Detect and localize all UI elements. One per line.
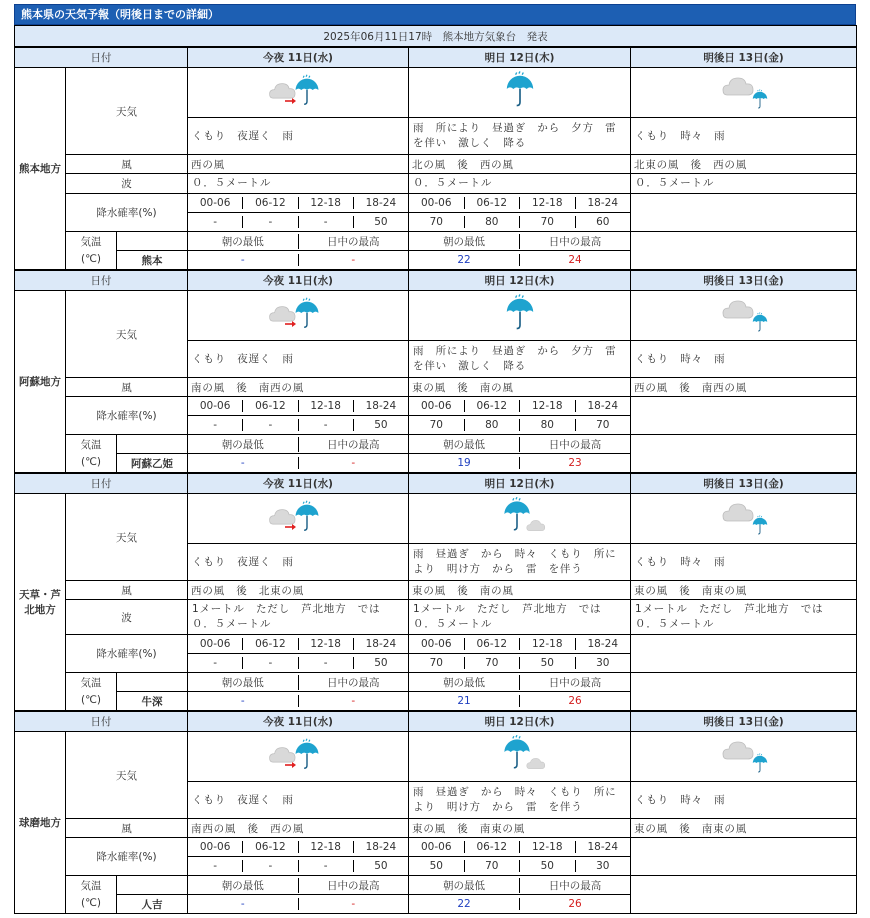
time-range: 00-06 [421,841,452,853]
cloudy-occasional-rain-icon [631,494,857,544]
temp-spacer [117,232,188,251]
tomorrow-min: 19 [457,457,471,469]
wind-text: 北の風 後 西の風 [409,155,631,174]
pop-value: 80 [519,419,575,431]
date-label: 日付 [15,712,188,732]
pop-value: 30 [575,860,631,872]
weather-text: 雨 所により 昼過ぎ から 夕方 雷を伴い 激しく 降る [409,118,631,155]
temp-header-row [409,878,630,893]
today-min: - [240,898,245,910]
wind-label: 風 [66,378,188,397]
time-range-row [409,841,630,853]
temp-label [66,673,117,711]
pop-value: 50 [429,860,443,872]
time-range-row [409,638,630,650]
wind-text: 北東の風 後 西の風 [631,155,857,174]
pop-value: - [298,657,353,669]
morning-min-label: 朝の最低 [221,438,264,451]
time-range: 06-12 [464,400,520,412]
today-min: - [240,457,245,469]
cloudy-then-rain-icon [188,494,409,544]
time-range: 18-24 [353,400,408,412]
date-header-row [15,271,857,291]
time-range: 12-18 [298,638,353,650]
pop-empty [631,838,857,876]
pop-value: 70 [464,860,520,872]
weather-text: くもり 時々 雨 [631,544,857,581]
pop-values [409,860,630,872]
pop-value: 70 [519,216,575,228]
pop-value: - [242,657,297,669]
tomorrow-max: 26 [519,898,630,910]
date-label: 日付 [15,48,188,68]
time-range: 18-24 [575,400,631,412]
pop-value: - [242,860,297,872]
forecast-table [14,25,857,47]
time-range: 00-06 [199,638,231,650]
pop-value: 70 [429,657,443,669]
time-range: 06-12 [464,638,520,650]
day-max-label: 日中の最高 [298,878,409,893]
region-name [15,68,66,270]
temp-header-row [188,878,408,893]
pop-value: - [213,657,218,669]
today-max: - [298,898,409,910]
pop-value: - [213,419,218,431]
weather-text: くもり 夜遅く 雨 [188,782,409,819]
day-header: 明後日 13日(金) [631,48,857,68]
region-name-line1: 天草・芦 [19,589,61,601]
temp-label-1: 気温 [80,879,102,892]
time-range: 00-06 [199,400,231,412]
pop-values [188,657,408,669]
time-range: 00-06 [421,638,452,650]
time-range-row [188,638,408,650]
time-range: 12-18 [519,197,575,209]
time-range: 00-06 [199,197,231,209]
wave-label: 波 [66,174,188,194]
morning-min-label: 朝の最低 [443,676,486,689]
morning-min-label: 朝の最低 [443,438,486,451]
wave-text: ０．５メートル [631,174,857,194]
wind-text: 南の風 後 南西の風 [188,378,409,397]
pop-value: 60 [575,216,631,228]
weather-label: 天気 [66,732,188,819]
day-header: 今夜 11日(水) [188,712,409,732]
wind-text: 東の風 後 南東の風 [631,581,857,600]
temp-header-row [188,437,408,452]
day-header: 今夜 11日(水) [188,48,409,68]
wave-label: 波 [66,600,188,635]
pop-values [188,860,408,872]
temp-empty [631,232,857,270]
temp-label [66,876,117,914]
region-name-text: 球磨地方 [19,817,61,829]
cloudy-occasional-rain-icon [631,291,857,341]
pop-label: 降水確率(%) [66,194,188,232]
temp-label-1: 気温 [80,676,102,689]
time-range: 12-18 [298,400,353,412]
time-range-row [409,400,630,412]
region-name-text: 熊本地方 [19,163,61,175]
temp-label-2: (℃) [81,455,101,468]
cloudy-then-rain-icon [188,732,409,782]
cloudy-occasional-rain-icon [631,68,857,118]
city-name: 牛深 [117,692,188,711]
pop-empty [631,397,857,435]
page-title: 熊本県の天気予報（明後日までの詳細） [14,4,856,25]
city-name: 熊本 [117,251,188,270]
time-range-row [188,197,408,209]
region-name-line2: 北地方 [24,604,56,616]
wave-text: 1メートル ただし 芦北地方 では ０．５メートル [409,600,631,635]
time-range: 00-06 [421,197,452,209]
weather-label: 天気 [66,68,188,155]
pop-values [409,216,630,228]
weather-text: くもり 夜遅く 雨 [188,544,409,581]
weather-text: くもり 時々 雨 [631,341,857,378]
day-header: 明日 12日(木) [409,271,631,291]
day-max-label: 日中の最高 [298,234,409,249]
tomorrow-max: 26 [519,695,630,707]
wind-text: 西の風 [188,155,409,174]
tomorrow-min: 21 [457,695,471,707]
time-range: 00-06 [199,841,231,853]
temp-empty [631,673,857,711]
temp-label-2: (℃) [81,693,101,706]
pop-value: - [298,216,353,228]
day-max-label: 日中の最高 [298,437,409,452]
temp-spacer [117,673,188,692]
temp-label-2: (℃) [81,252,101,265]
temp-header-row [409,234,630,249]
pop-label: 降水確率(%) [66,635,188,673]
wind-label: 風 [66,155,188,174]
wind-label: 風 [66,581,188,600]
time-range: 06-12 [242,400,297,412]
pop-label: 降水確率(%) [66,397,188,435]
region-table [14,473,857,711]
today-min: - [240,695,245,707]
weather-text: くもり 時々 雨 [631,782,857,819]
morning-min-label: 朝の最低 [443,235,486,248]
tomorrow-max: 23 [519,457,630,469]
today-max: - [298,695,409,707]
day-header: 明日 12日(木) [409,474,631,494]
date-label: 日付 [15,474,188,494]
time-range: 18-24 [353,638,408,650]
wind-text: 東の風 後 南東の風 [631,819,857,838]
region-table [14,711,857,914]
rain-occasional-cloudy-icon [409,732,631,782]
temp-label-1: 気温 [80,235,102,248]
time-range: 12-18 [519,638,575,650]
pop-empty [631,194,857,232]
date-label: 日付 [15,271,188,291]
pop-value: 70 [464,657,520,669]
today-min: - [240,254,245,266]
time-range: 12-18 [298,197,353,209]
time-range: 18-24 [575,841,631,853]
temp-spacer [117,435,188,454]
time-range: 18-24 [575,197,631,209]
today-max: - [298,254,409,266]
time-range: 06-12 [242,638,297,650]
day-header: 今夜 11日(水) [188,271,409,291]
time-range: 06-12 [464,197,520,209]
temp-label [66,435,117,473]
weather-label: 天気 [66,494,188,581]
time-range: 00-06 [421,400,452,412]
wave-text: ０．５メートル [188,174,409,194]
pop-label: 降水確率(%) [66,838,188,876]
temp-header-row [188,234,408,249]
city-name: 人吉 [117,895,188,914]
temp-empty [631,876,857,914]
pop-value: - [298,419,353,431]
pop-value: - [213,216,218,228]
wind-text: 東の風 後 南の風 [409,581,631,600]
day-header: 今夜 11日(水) [188,474,409,494]
pop-value: 50 [353,216,408,228]
region-table [14,270,857,473]
pop-value: 80 [464,419,520,431]
rain-occasional-cloudy-icon [409,494,631,544]
temp-header-row [188,675,408,690]
rain-icon [409,68,631,118]
wave-text: 1メートル ただし 芦北地方 では ０．５メートル [631,600,857,635]
time-range: 12-18 [519,841,575,853]
morning-min-label: 朝の最低 [443,879,486,892]
weather-text: 雨 昼過ぎ から 時々 くもり 所により 明け方 から 雷 を伴う [409,782,631,819]
wind-text: 東の風 後 南東の風 [409,819,631,838]
wind-text: 西の風 後 南西の風 [631,378,857,397]
region-name [15,732,66,914]
temp-label-2: (℃) [81,896,101,909]
date-header-row [15,48,857,68]
pop-value: - [242,216,297,228]
temp-label [66,232,117,270]
wind-text: 西の風 後 北東の風 [188,581,409,600]
wave-text: ０．５メートル [409,174,631,194]
time-range: 06-12 [242,841,297,853]
pop-value: 80 [464,216,520,228]
pop-value: 70 [575,419,631,431]
pop-value: 70 [429,419,443,431]
time-range: 18-24 [575,638,631,650]
weather-text: くもり 時々 雨 [631,118,857,155]
day-header: 明後日 13日(金) [631,271,857,291]
temp-empty [631,435,857,473]
day-header: 明後日 13日(金) [631,474,857,494]
time-range-row [188,841,408,853]
pop-values [188,419,408,431]
pop-value: 50 [519,657,575,669]
wind-label: 風 [66,819,188,838]
day-max-label: 日中の最高 [519,675,630,690]
pop-value: 30 [575,657,631,669]
day-max-label: 日中の最高 [298,675,409,690]
day-max-label: 日中の最高 [519,234,630,249]
temp-header-row [409,675,630,690]
day-header: 明日 12日(木) [409,48,631,68]
weather-text: くもり 夜遅く 雨 [188,341,409,378]
time-range: 18-24 [353,197,408,209]
pop-value: - [242,419,297,431]
rain-icon [409,291,631,341]
tomorrow-min: 22 [457,254,471,266]
morning-min-label: 朝の最低 [221,235,264,248]
wind-text: 南西の風 後 西の風 [188,819,409,838]
time-range-row [188,400,408,412]
day-max-label: 日中の最高 [519,878,630,893]
date-header-row [15,474,857,494]
day-header: 明後日 13日(金) [631,712,857,732]
day-header: 明日 12日(木) [409,712,631,732]
wind-text: 東の風 後 南の風 [409,378,631,397]
pop-value: 50 [353,657,408,669]
forecast-panel [14,4,856,914]
weather-text: 雨 昼過ぎ から 時々 くもり 所により 明け方 から 雷 を伴う [409,544,631,581]
city-name: 阿蘇乙姫 [117,454,188,473]
temp-label-1: 気温 [80,438,102,451]
wave-text: 1メートル ただし 芦北地方 では ０．５メートル [188,600,409,635]
time-range: 12-18 [519,400,575,412]
weather-text: くもり 夜遅く 雨 [188,118,409,155]
pop-values [409,657,630,669]
cloudy-occasional-rain-icon [631,732,857,782]
time-range: 12-18 [298,841,353,853]
region-name [15,494,66,711]
day-max-label: 日中の最高 [519,437,630,452]
pop-value: 70 [429,216,443,228]
pop-value: 50 [353,860,408,872]
time-range: 18-24 [353,841,408,853]
region-table [14,47,857,270]
cloudy-then-rain-icon [188,68,409,118]
issued-time: 2025年06月11日17時 熊本地方気象台 発表 [15,26,857,47]
today-max: - [298,457,409,469]
time-range-row [409,197,630,209]
weather-label: 天気 [66,291,188,378]
date-header-row [15,712,857,732]
morning-min-label: 朝の最低 [221,879,264,892]
weather-text: 雨 所により 昼過ぎ から 夕方 雷を伴い 激しく 降る [409,341,631,378]
pop-value: 50 [519,860,575,872]
tomorrow-min: 22 [457,898,471,910]
temp-spacer [117,876,188,895]
pop-empty [631,635,857,673]
pop-values [188,216,408,228]
morning-min-label: 朝の最低 [221,676,264,689]
temp-header-row [409,437,630,452]
time-range: 06-12 [242,197,297,209]
tomorrow-max: 24 [519,254,630,266]
region-name [15,291,66,473]
pop-value: 50 [353,419,408,431]
pop-values [409,419,630,431]
cloudy-then-rain-icon [188,291,409,341]
pop-value: - [298,860,353,872]
pop-value: - [213,860,218,872]
region-name-text: 阿蘇地方 [19,376,61,388]
time-range: 06-12 [464,841,520,853]
